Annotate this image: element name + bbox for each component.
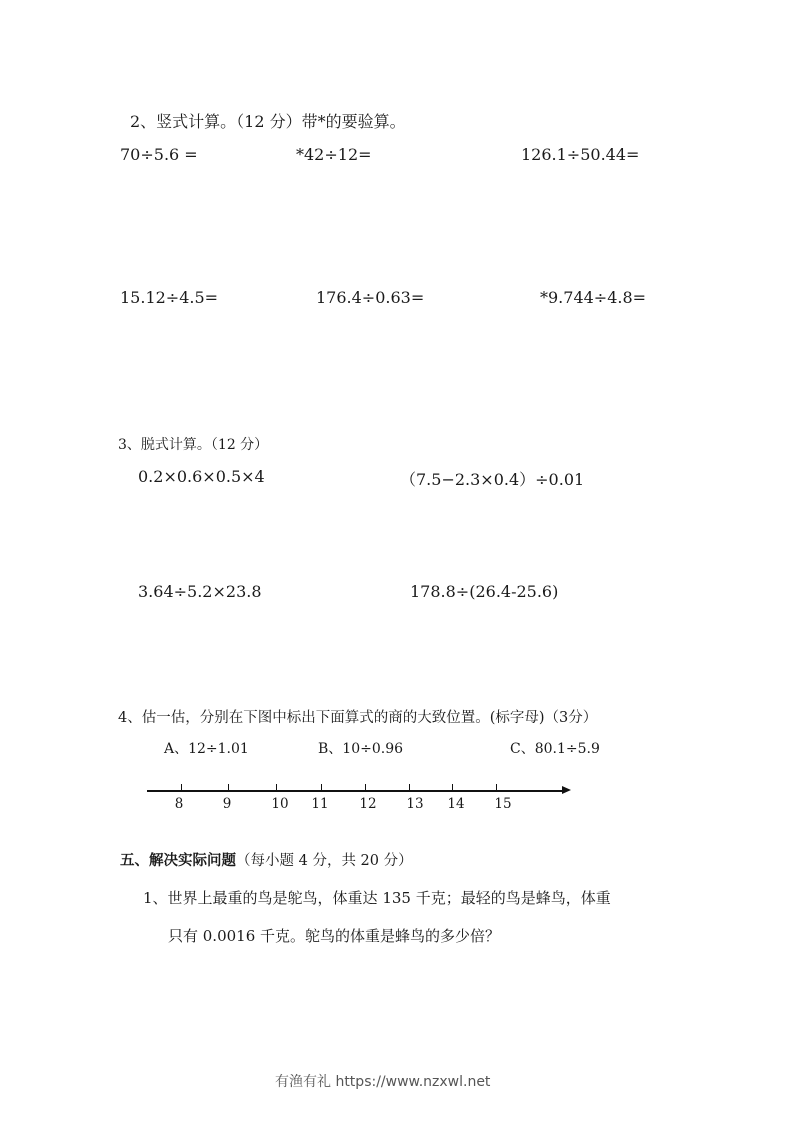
axis-label-9: 9 — [222, 796, 232, 812]
tick-10 — [276, 784, 277, 790]
problem-vertical-1: 70÷5.6 = — [120, 145, 198, 164]
axis-label-13: 13 — [406, 796, 424, 812]
problem-vertical-4: 15.12÷4.5= — [120, 288, 219, 307]
problem-vertical-2: *42÷12= — [296, 145, 372, 164]
tick-8 — [181, 784, 182, 790]
problem-vertical-5: 176.4÷0.63= — [316, 288, 425, 307]
problem-vertical-6: *9.744÷4.8= — [540, 288, 647, 307]
problem-vertical-3: 126.1÷50.44= — [521, 145, 640, 164]
word-problem-1-line-1: 1、世界上最重的鸟是鸵鸟，体重达 135 千克；最轻的鸟是蜂鸟，体重 — [143, 889, 611, 907]
problem-stepwise-1: 0.2×0.6×0.5×4 — [138, 467, 265, 486]
estimate-item-a: A、12÷1.01 — [164, 741, 249, 757]
footer-watermark: 有渔有礼 https://www.nzxwl.net — [275, 1074, 491, 1090]
section-3-title: 3、脱式计算。（12 分） — [118, 437, 269, 453]
section-4-title: 4、估一估，分别在下图中标出下面算式的商的大致位置。(标字母)（3分） — [118, 710, 598, 726]
word-problem-1-line-2: 只有 0.0016 千克。鸵鸟的体重是蜂鸟的多少倍？ — [168, 927, 501, 945]
axis-label-15: 15 — [494, 796, 512, 812]
arrow-right-icon — [562, 786, 571, 794]
section-2-title: 2、竖式计算。（12 分）带*的要验算。 — [130, 112, 406, 131]
estimate-item-c: C、80.1÷5.9 — [510, 741, 600, 757]
tick-12 — [365, 784, 366, 790]
number-line-axis — [147, 790, 565, 792]
problem-stepwise-2: （7.5−2.3×0.4）÷0.01 — [400, 470, 585, 489]
section-5-title — [120, 849, 413, 870]
tick-14 — [452, 784, 453, 790]
axis-label-8: 8 — [174, 796, 184, 812]
tick-13 — [409, 784, 410, 790]
section-5-title-note: （每小题 4 分，共 20 分） — [236, 853, 413, 869]
axis-label-11: 11 — [311, 796, 329, 812]
problem-stepwise-3: 3.64÷5.2×23.8 — [138, 582, 262, 601]
problem-stepwise-4: 178.8÷(26.4-25.6) — [410, 582, 559, 601]
tick-15 — [496, 784, 497, 790]
tick-11 — [321, 784, 322, 790]
axis-label-10: 10 — [271, 796, 289, 812]
axis-label-12: 12 — [359, 796, 377, 812]
section-5-title-main: 五、解决实际问题 — [120, 852, 236, 869]
tick-9 — [228, 784, 229, 790]
estimate-item-b: B、10÷0.96 — [318, 741, 404, 757]
axis-label-14: 14 — [447, 796, 465, 812]
